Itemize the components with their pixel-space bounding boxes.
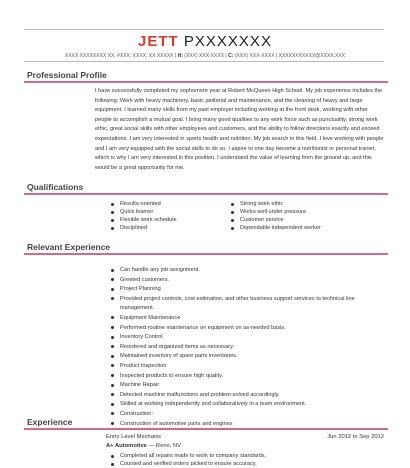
qualification-item: Results-oriented bbox=[110, 200, 177, 208]
list-item: Construction: bbox=[110, 410, 390, 420]
experience-heading: Experience bbox=[27, 417, 73, 427]
list-item: Product Inspection bbox=[110, 362, 390, 372]
list-item: Reordered and organized items as necessary. bbox=[110, 343, 390, 353]
job-employer-line bbox=[106, 443, 181, 449]
qualification-item: Strong work ethic bbox=[230, 200, 321, 208]
list-item: Project Planning bbox=[110, 285, 390, 295]
list-item: Completed all repairs made to work to company standards. bbox=[110, 452, 266, 460]
candidate-name bbox=[0, 33, 410, 50]
list-item: Construction of automotive parts and engines bbox=[110, 420, 390, 430]
header-divider bbox=[24, 61, 384, 62]
job-title: Entry Level Mechanic bbox=[106, 434, 162, 440]
list-item: Skilled at working independently and collaboratively in a team environment. bbox=[110, 400, 390, 410]
list-item: Inspected products to ensure high quality. bbox=[110, 372, 390, 382]
cell-phone-label: C: bbox=[228, 53, 234, 59]
list-item: Can handle any job assignment. bbox=[110, 266, 390, 276]
contact-line: XXXX XXXXXXXX XX. #XXX, XXXX, XX XXXXX | H: (XXX) XXX-XXXX | C: (XXX) XXX-XXXX | XXXXXXXXXXX@XXXX.XXX bbox=[64, 53, 346, 59]
profile-summary: I have successfully completed my sophomore year at Robert McQueen High School. My job experience includes the following: Work with heavy machinery, basic janitorial and maintenance, and the cleaning of heavy and large equipment. I learned many skills from my past employer including working at the front desk, working with other people to accomplish a mutual goal. I bring many good qualities to any work force such as punctuality, strong work ethic, great social skills with other employees and customers, and the ability to follow directions exactly and exceed expectations. I am very interested in sports health and nutrition. My job search in this field. I love working with people and I am very equipped with the social skills to do so. I aspire to one day become a nutritionist or personal trainer, which is why I am very interested in this position. I understand the value of learning from the ground up, and this would be a great opportunity for me. bbox=[95, 88, 384, 171]
first-name: JETT bbox=[138, 33, 179, 50]
list-item: Maintained inventory of spare parts inventories. bbox=[110, 352, 390, 362]
qualification-item: Disciplined bbox=[110, 224, 177, 232]
email-address: XXXXXXXXXXX@XXXX.XXX bbox=[278, 53, 346, 59]
list-item: Provided project controls, cost estimation, and other business support services to technical line management. bbox=[110, 295, 390, 314]
profile-rule bbox=[24, 81, 388, 83]
qualifications-rule bbox=[24, 193, 388, 195]
list-item: Performed routine maintenance on equipment on as-needed basis. bbox=[110, 324, 390, 334]
list-item: Counted and verified orders picked to ensure accuracy. bbox=[110, 460, 266, 468]
relevant-experience-list bbox=[110, 266, 390, 429]
qualifications-right-column bbox=[230, 200, 321, 232]
qualifications-left-column bbox=[110, 200, 177, 232]
experience-rule bbox=[24, 428, 388, 430]
qualification-item: Customer service bbox=[230, 216, 321, 224]
last-name: PXXXXXXX bbox=[183, 33, 272, 50]
employer-separator: — bbox=[148, 443, 155, 449]
list-item: Equipment Maintenance bbox=[110, 314, 390, 324]
contact-address: XXXX XXXXXXXX XX. #XXX, XXXX, XX XXXXX bbox=[64, 53, 174, 59]
list-item: Greeted customers. bbox=[110, 276, 390, 286]
home-phone-label: H: bbox=[177, 53, 183, 59]
employer-name: A+ Automotive bbox=[106, 443, 147, 449]
top-divider bbox=[24, 29, 384, 30]
list-item: Machine Repair bbox=[110, 381, 390, 391]
qualification-item: Works well under pressure bbox=[230, 208, 321, 216]
relevant-experience-rule bbox=[24, 253, 388, 255]
list-item: Detected machine malfunctions and problem-solved accordingly. bbox=[110, 391, 390, 401]
list-item: Inventory Control bbox=[110, 333, 390, 343]
home-phone: (XXX) XXX-XXXX bbox=[184, 53, 225, 59]
relevant-experience-heading: Relevant Experience bbox=[27, 242, 111, 252]
qualifications-heading: Qualifications bbox=[27, 182, 84, 192]
job-dates: Jun 2012 to Sep 2012 bbox=[327, 434, 384, 440]
cell-phone: (XXX) XXX-XXXX bbox=[234, 53, 275, 59]
qualification-item: Flexible work schedule bbox=[110, 216, 177, 224]
qualification-item: Quick learner bbox=[110, 208, 177, 216]
qualification-item: Dependable independent worker bbox=[230, 224, 321, 232]
job-location: Reno, NV bbox=[155, 443, 182, 449]
profile-heading: Professional Profile bbox=[27, 70, 107, 80]
